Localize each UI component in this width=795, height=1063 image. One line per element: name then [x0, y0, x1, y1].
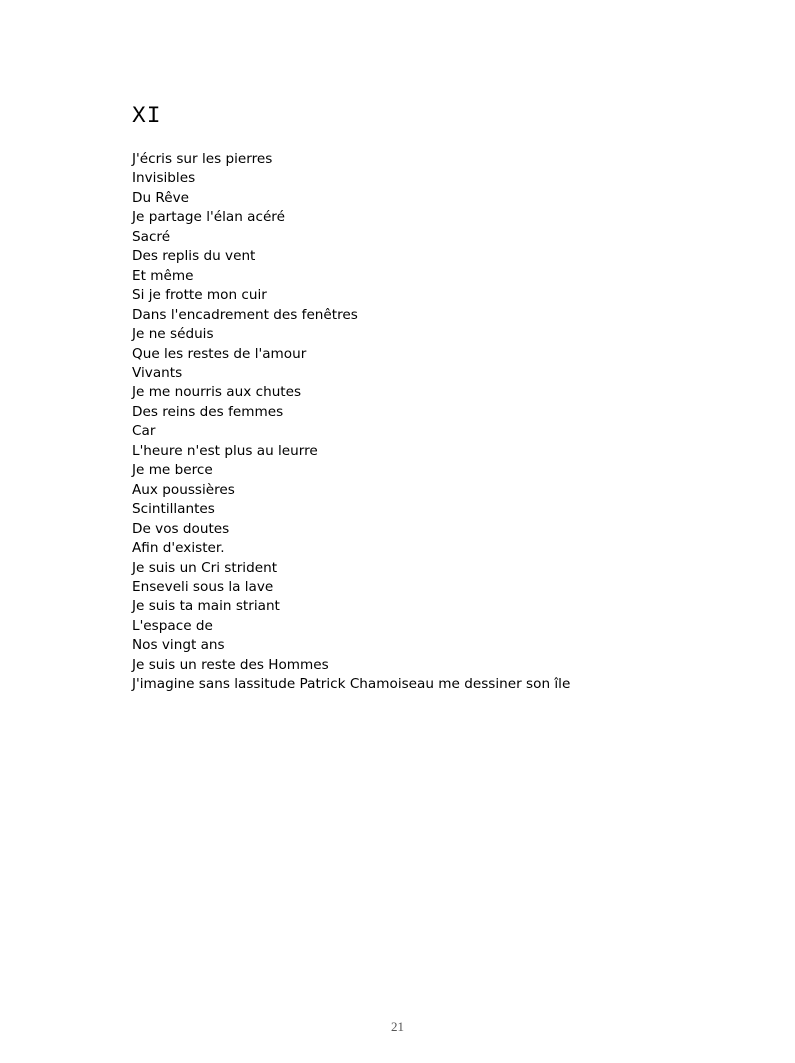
poem-line: Aux poussières	[132, 481, 235, 498]
poem-line: Car	[132, 423, 156, 440]
poem-line: L'espace de	[132, 617, 213, 634]
poem-line: Que les restes de l'amour	[132, 345, 307, 362]
poem-body	[132, 150, 570, 695]
poem-line: J'écris sur les pierres	[132, 151, 273, 167]
poem-line: Je suis ta main striant	[132, 598, 280, 615]
poem-line: Dans l'encadrement des fenêtres	[132, 306, 358, 323]
poem-line: Vivants	[132, 364, 183, 381]
poem-line: Je partage l'élan acéré	[132, 209, 285, 226]
poem-line: Sacré	[132, 228, 171, 245]
poem-heading: XI	[132, 103, 162, 129]
poem-line: J'imagine sans lassitude Patrick Chamoiseau me dessiner son île	[132, 676, 571, 693]
poem-line: Je me nourris aux chutes	[132, 384, 302, 401]
poem-line: Invisibles	[132, 170, 196, 187]
poem-line: Des reins des femmes	[132, 403, 284, 420]
poem-line: Je me berce	[132, 462, 213, 479]
poem-line: Enseveli sous la lave	[132, 578, 274, 595]
poem-line: Et même	[132, 267, 194, 284]
poem-line: Si je frotte mon cuir	[132, 287, 267, 304]
poem-line: Scintillantes	[132, 501, 215, 518]
poem-line: Je suis un reste des Hommes	[132, 656, 329, 673]
poem-line: Nos vingt ans	[132, 637, 225, 654]
poem-line: De vos doutes	[132, 520, 230, 537]
poem-line: L'heure n'est plus au leurre	[132, 442, 318, 459]
poem-line: Du Rêve	[132, 189, 190, 206]
poem-line: Je ne séduis	[132, 326, 214, 343]
poem-line: Afin d'exister.	[132, 540, 225, 557]
poem-line: Des replis du vent	[132, 248, 256, 265]
poem-line: Je suis un Cri strident	[132, 559, 278, 576]
page-number: 21	[391, 1019, 404, 1034]
